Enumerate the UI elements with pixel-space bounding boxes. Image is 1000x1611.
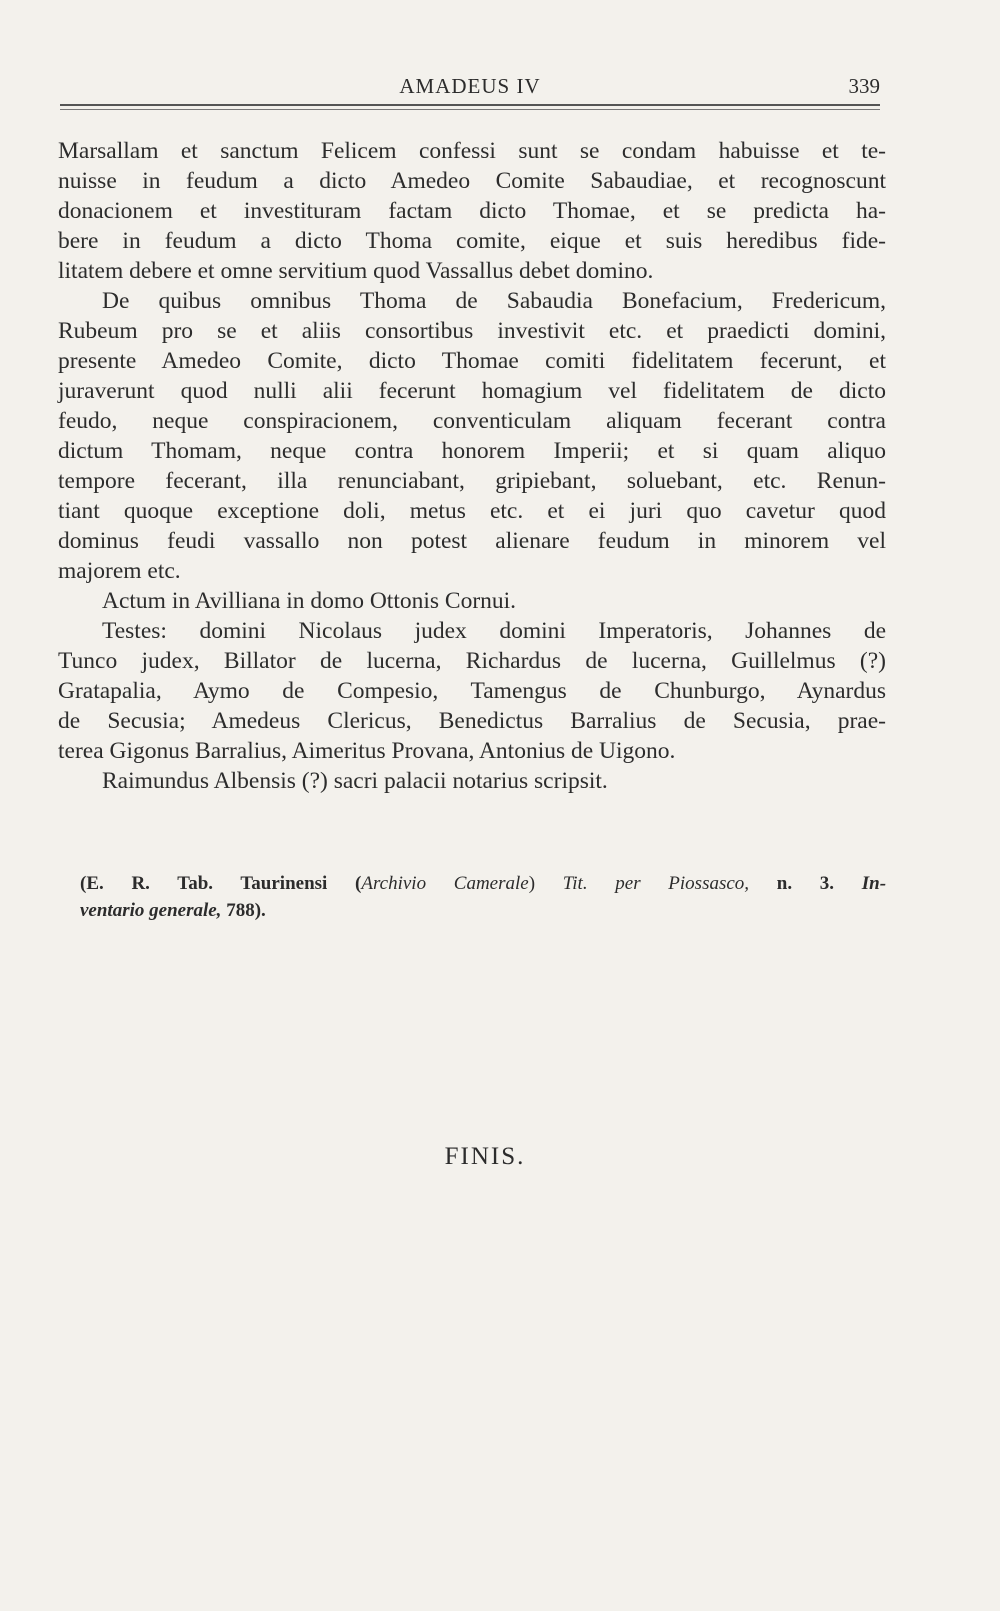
text-line: bere in feudum a dicto Thoma comite, eique et suis heredibus fide- bbox=[58, 228, 886, 254]
source-note-text: (E. R. Tab. Taurinensi ( bbox=[80, 873, 362, 894]
text-line: juraverunt quod nulli alii fecerunt homagium vel fidelitatem de dicto bbox=[58, 378, 886, 404]
source-note-line-2 bbox=[80, 897, 886, 924]
finis-heading: FINIS. bbox=[444, 1143, 526, 1170]
source-note bbox=[80, 870, 886, 924]
text-line: De quibus omnibus Thoma de Sabaudia Bonefacium, Fredericum, bbox=[102, 288, 886, 314]
text-line: Gratapalia, Aymo de Compesio, Tamengus de Chunburgo, Aynardus bbox=[58, 678, 886, 704]
text-line: Rubeum pro se et aliis consortibus investivit etc. et praedicti domini, bbox=[58, 318, 886, 344]
text-line: presente Amedeo Comite, dicto Thomae comiti fidelitatem fecerunt, et bbox=[58, 348, 886, 374]
source-note-number: 788). bbox=[221, 900, 266, 921]
running-head bbox=[60, 70, 880, 100]
source-note-text: ) bbox=[528, 873, 563, 894]
text-line: tempore fecerant, illa renunciabant, gripiebant, soluebant, etc. Renun- bbox=[58, 468, 886, 494]
source-note-inventory: In- bbox=[861, 873, 887, 894]
text-line: majorem etc. bbox=[58, 558, 181, 584]
source-note-inventory: ventario generale, bbox=[80, 900, 222, 921]
text-line: Marsallam et sanctum Felicem confessi sunt se condam habuisse et te- bbox=[58, 138, 886, 164]
text-line: litatem debere et omne servitium quod Vassallus debet domino. bbox=[58, 258, 654, 284]
text-line: donacionem et investituram factam dicto Thomae, et se predicta ha- bbox=[58, 198, 886, 224]
text-line: terea Gigonus Barralius, Aimeritus Provana, Antonius de Uigono. bbox=[58, 738, 676, 764]
text-line: de Secusia; Amedeus Clericus, Benedictus Barralius de Secusia, prae- bbox=[58, 708, 886, 734]
text-line: dictum Thomam, neque contra honorem Imperii; et si quam aliquo bbox=[58, 438, 886, 464]
text-line: Raimundus Albensis (?) sacri palacii notarius scripsit. bbox=[102, 768, 608, 794]
header-rule-thin bbox=[60, 109, 880, 110]
text-line: feudo, neque conspiracionem, conventiculam aliquam fecerant contra bbox=[58, 408, 886, 434]
source-note-line-1 bbox=[80, 870, 886, 897]
text-line: dominus feudi vassallo non potest alienare feudum in minorem vel bbox=[58, 528, 886, 554]
header-rule-thick bbox=[60, 104, 880, 106]
page-number: 339 bbox=[848, 74, 880, 98]
text-line: Testes: domini Nicolaus judex domini Imperatoris, Johannes de bbox=[102, 618, 886, 644]
source-note-archive: Archivio Camerale bbox=[361, 873, 529, 894]
source-note-title: Tit. per Piossasco, bbox=[562, 873, 750, 894]
text-line: tiant quoque exceptione doli, metus etc. et ei juri quo cavetur quod bbox=[58, 498, 886, 524]
text-line: Tunco judex, Billator de lucerna, Richardus de lucerna, Guillelmus (?) bbox=[58, 648, 886, 674]
body-text bbox=[58, 136, 886, 796]
source-note-number: n. 3. bbox=[749, 873, 862, 894]
text-line: Actum in Avilliana in domo Ottonis Cornui. bbox=[102, 588, 517, 614]
text-line: nuisse in feudum a dicto Amedeo Comite Sabaudiae, et recognoscunt bbox=[58, 168, 886, 194]
running-title: AMADEUS IV bbox=[399, 74, 541, 98]
